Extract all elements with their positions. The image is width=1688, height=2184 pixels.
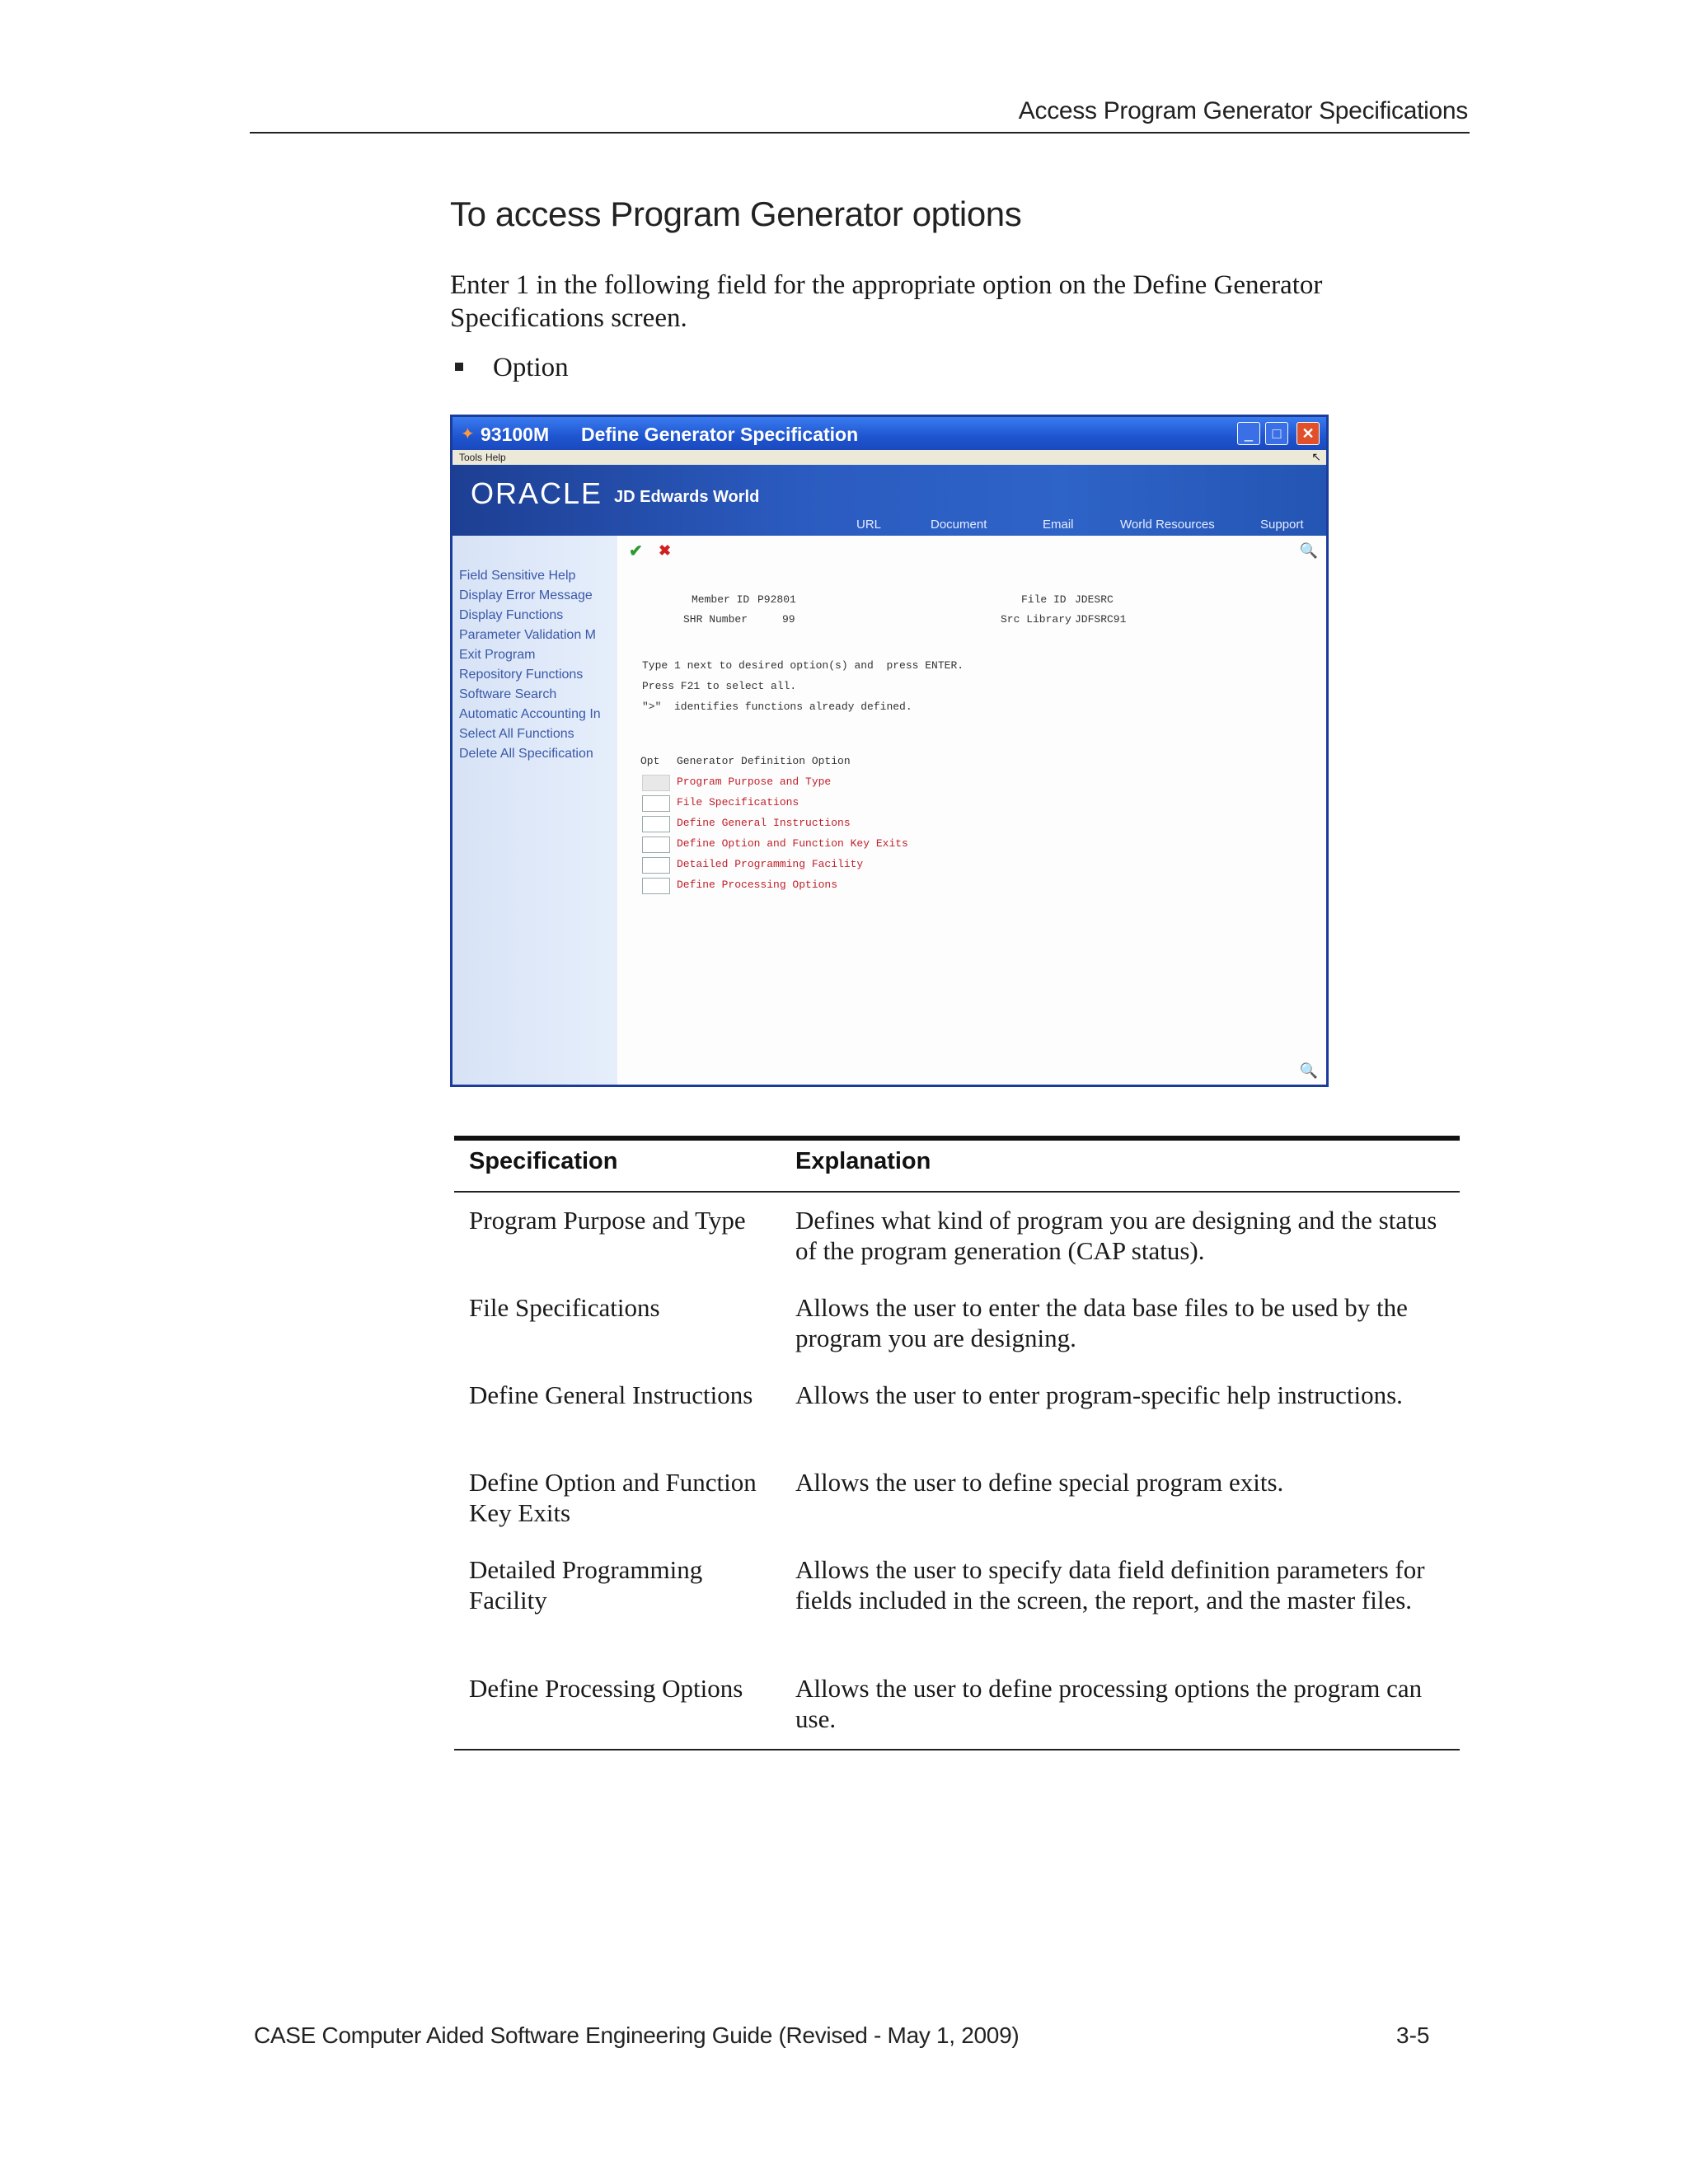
table-cell-spec: Program Purpose and Type: [469, 1206, 746, 1235]
maximize-button[interactable]: □: [1265, 422, 1288, 445]
nav-item[interactable]: Repository Functions: [459, 668, 584, 682]
list-header-option: Generator Definition Option: [677, 755, 851, 767]
table-top-rule: [454, 1136, 1460, 1141]
page-number: 3-5: [1396, 2022, 1430, 2048]
option-label: File Specifications: [677, 796, 799, 808]
pointer-icon: ↖: [1311, 450, 1321, 463]
minimize-button[interactable]: _: [1237, 422, 1260, 445]
oracle-banner: [452, 465, 1326, 536]
option-input[interactable]: [642, 795, 670, 812]
option-label: Define General Instructions: [677, 817, 851, 829]
file-id-label: File ID: [1021, 593, 1067, 606]
left-nav: [452, 536, 617, 1085]
option-label: Program Purpose and Type: [677, 776, 832, 788]
option-input[interactable]: [642, 816, 670, 832]
option-label: Define Processing Options: [677, 879, 838, 891]
instruction-line: Press F21 to select all.: [642, 680, 797, 692]
section-title: To access Program Generator options: [450, 194, 1022, 233]
menu-help[interactable]: Help: [485, 452, 506, 463]
running-header: [250, 97, 1470, 134]
option-input[interactable]: [642, 837, 670, 853]
bullet-text: Option: [493, 353, 569, 382]
menu-tools[interactable]: Tools: [459, 452, 483, 463]
table-cell-spec: File Specifications: [469, 1293, 660, 1322]
nav-item[interactable]: Exit Program: [459, 648, 536, 662]
close-button[interactable]: ✕: [1296, 422, 1320, 445]
form-content: [617, 536, 1326, 1085]
file-id-value: JDESRC: [1075, 593, 1114, 606]
nav-item[interactable]: Software Search: [459, 687, 557, 701]
table-cell-spec: Define General Instructions: [469, 1380, 753, 1409]
nav-item[interactable]: Parameter Validation M: [459, 628, 596, 642]
instruction-line: ">" identifies functions already defined.: [642, 701, 912, 713]
option-label: Detailed Programming Facility: [677, 858, 864, 870]
table-cell-explanation: Allows the user to define special program exits.: [795, 1468, 1284, 1497]
option-input[interactable]: [642, 878, 670, 894]
table-header-rule: [454, 1191, 1460, 1193]
nav-item[interactable]: Select All Functions: [459, 727, 574, 741]
banner-link-world-resources[interactable]: World Resources: [1120, 518, 1215, 532]
member-id-label: Member ID: [692, 593, 750, 606]
running-header-title: Access Program Generator Specifications: [1018, 97, 1468, 124]
cancel-x-icon[interactable]: ✖: [659, 542, 672, 559]
table-bottom-rule: [454, 1749, 1460, 1750]
menu-bar: [452, 450, 1326, 465]
banner-link-support[interactable]: Support: [1260, 518, 1304, 532]
table-cell-spec: Define Processing Options: [469, 1674, 743, 1703]
footer-guide-title: CASE Computer Aided Software Engineering Guide (Revised - May 1, 2009): [254, 2022, 1020, 2048]
nav-item[interactable]: Delete All Specification: [459, 747, 593, 761]
src-library-label: Src Library: [1001, 613, 1071, 626]
list-header-opt: Opt: [640, 755, 660, 767]
option-input[interactable]: [642, 857, 670, 874]
shr-value: 99: [782, 613, 795, 626]
member-id-value: P92801: [757, 593, 796, 606]
table-header-explanation: Explanation: [795, 1148, 931, 1174]
banner-link-url[interactable]: URL: [856, 518, 882, 532]
instruction-line: Type 1 next to desired option(s) and press ENTER.: [642, 659, 964, 672]
product-name: JD Edwards World: [614, 488, 760, 506]
table-header-specification: Specification: [469, 1148, 618, 1174]
table-cell-explanation: Allows the user to specify data field definition parameters for fields included in the screen, the report, and the master files.: [795, 1555, 1425, 1615]
bullet-square-icon: [455, 363, 463, 371]
nav-item[interactable]: Field Sensitive Help: [459, 569, 576, 583]
window-program-code: 93100M: [481, 424, 550, 445]
intro-paragraph: Enter 1 in the following field for the appropriate option on the Define Generator Specifications screen.: [450, 270, 1323, 333]
window-title: Define Generator Specification: [581, 424, 859, 445]
option-input[interactable]: [642, 775, 670, 791]
src-library-value: JDFSRC91: [1075, 613, 1127, 626]
check-icon[interactable]: ✔: [629, 542, 643, 560]
table-cell-spec: Detailed Programming Facility: [469, 1555, 703, 1615]
app-star-icon: ✦: [461, 425, 475, 443]
table-cell-explanation: Allows the user to enter program-specific help instructions.: [795, 1380, 1403, 1409]
nav-item[interactable]: Automatic Accounting In: [459, 707, 601, 721]
table-cell-explanation: Allows the user to enter the data base files to be used by the program you are designing.: [795, 1293, 1408, 1352]
search-icon[interactable]: 🔍: [1299, 1062, 1318, 1079]
app-window-screenshot: [450, 415, 1329, 1087]
table-cell-spec: Define Option and Function Key Exits: [469, 1468, 757, 1527]
nav-item[interactable]: Display Functions: [459, 608, 564, 622]
table-cell-explanation: Defines what kind of program you are designing and the status of the program generation (CAP status).: [795, 1206, 1437, 1265]
oracle-logo: ORACLE: [471, 476, 603, 510]
search-icon[interactable]: 🔍: [1299, 542, 1318, 559]
window-titlebar: [452, 417, 1326, 450]
nav-item[interactable]: Display Error Message: [459, 588, 593, 602]
banner-link-document[interactable]: Document: [931, 518, 987, 532]
banner-link-email[interactable]: Email: [1043, 518, 1074, 532]
option-label: Define Option and Function Key Exits: [677, 837, 908, 850]
table-cell-explanation: Allows the user to define processing options the program can use.: [795, 1674, 1423, 1733]
shr-label: SHR Number: [683, 613, 748, 626]
bullet-item: [450, 353, 569, 383]
